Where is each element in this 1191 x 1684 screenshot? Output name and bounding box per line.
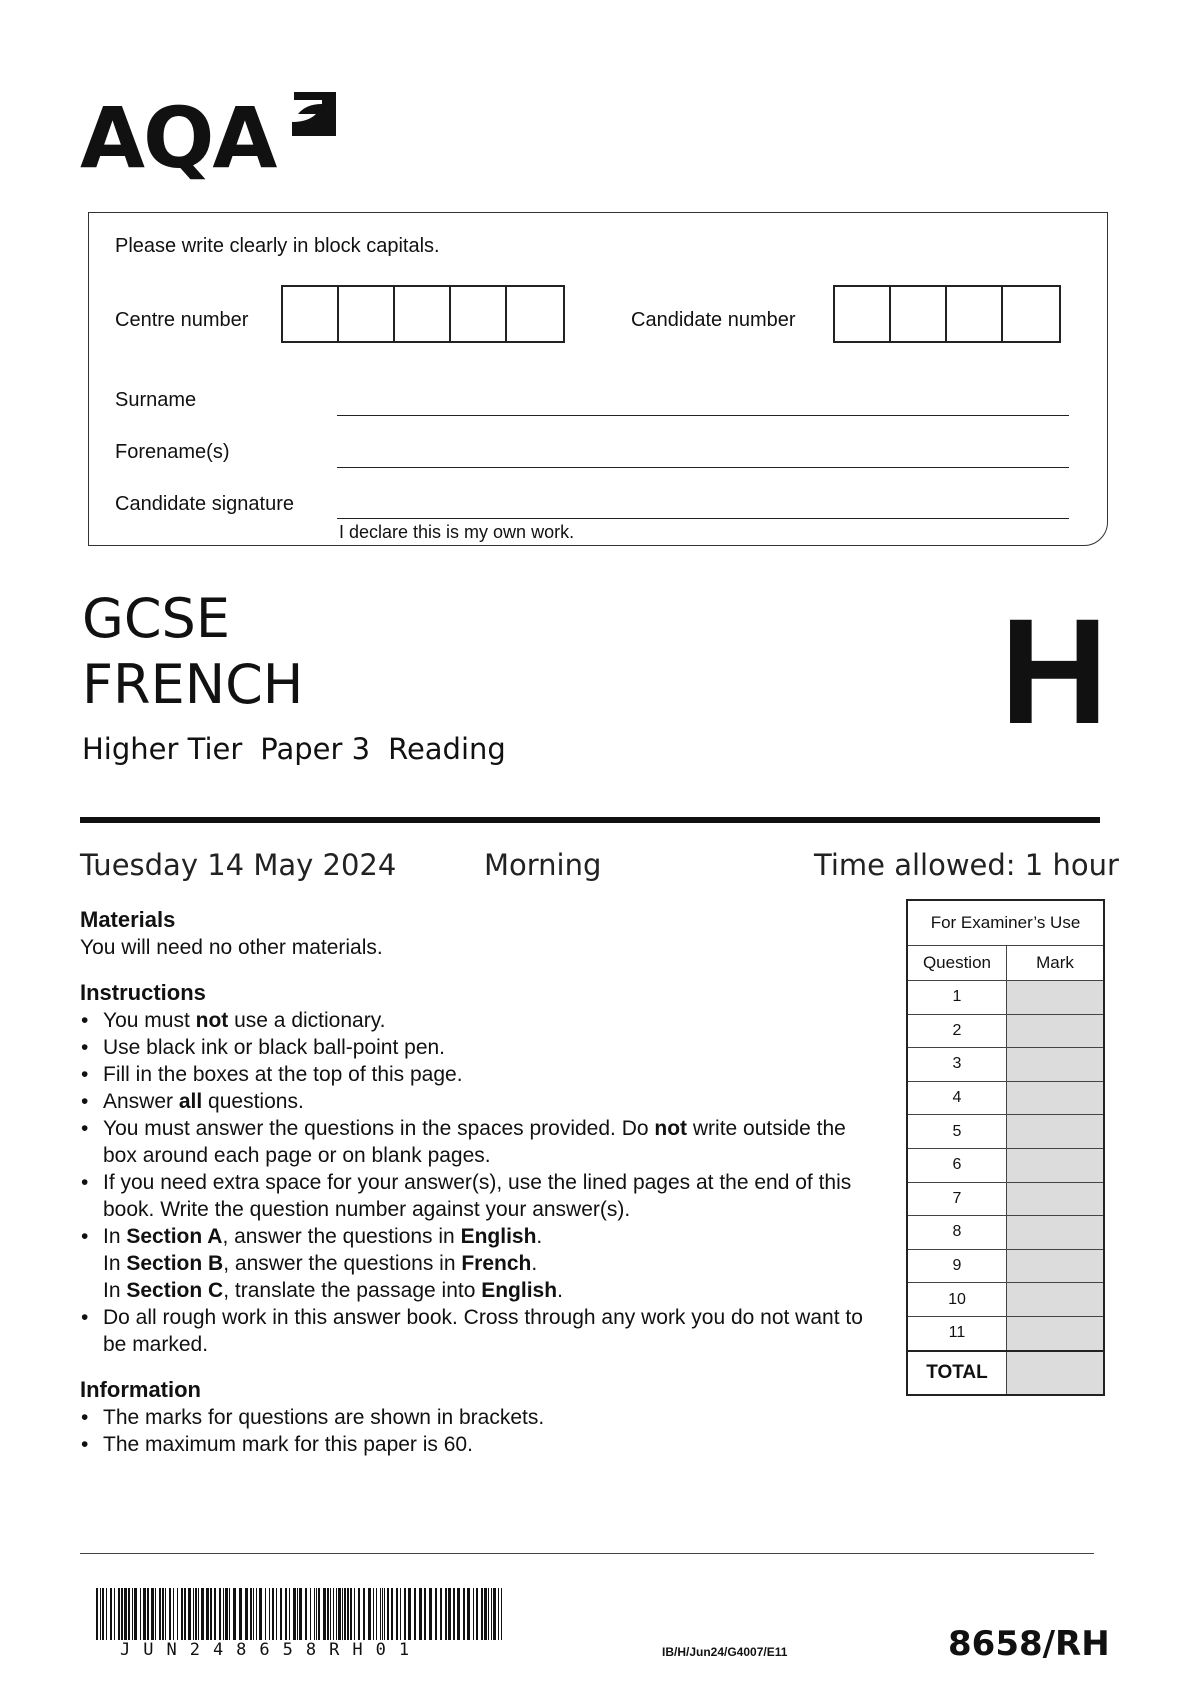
barcode-bar xyxy=(440,1588,442,1640)
declaration-text: I declare this is my own work. xyxy=(339,522,575,542)
information-heading: Information xyxy=(80,1377,201,1402)
total-row xyxy=(907,1351,1104,1395)
barcode-bar xyxy=(387,1588,389,1640)
barcode-bar xyxy=(344,1588,346,1640)
barcode-bar xyxy=(214,1588,216,1640)
tier-text: Higher Tier xyxy=(82,732,243,766)
paper-description xyxy=(82,732,524,766)
mark-cell xyxy=(1006,1249,1104,1283)
aqa-leaf-icon xyxy=(286,92,336,142)
centre-digit-box[interactable] xyxy=(395,287,451,341)
table-row: 10 xyxy=(907,1283,1104,1317)
forename-line[interactable] xyxy=(337,467,1069,468)
title-divider xyxy=(80,817,1100,823)
barcode-bar xyxy=(128,1588,130,1640)
barcode-bar xyxy=(310,1588,311,1640)
candidate-number-boxes[interactable] xyxy=(833,285,1061,343)
candidate-digit-box[interactable] xyxy=(835,287,891,341)
list-item: • Answer all questions. xyxy=(103,1088,870,1115)
barcode-bar xyxy=(210,1588,212,1640)
barcode-bar xyxy=(336,1588,337,1640)
barcode-bar xyxy=(272,1588,274,1640)
total-mark-cell xyxy=(1006,1351,1104,1395)
mark-cell xyxy=(1006,1081,1104,1115)
mark-cell xyxy=(1006,1148,1104,1182)
barcode-bar xyxy=(314,1588,315,1640)
list-item: • If you need extra space for your answer(s), use the lined pages at the end of this book. Write the question number against your answer(s). xyxy=(103,1169,870,1223)
barcode-bar xyxy=(110,1588,112,1640)
barcode-bar xyxy=(159,1588,161,1640)
barcode-bar xyxy=(100,1588,101,1640)
qualification-title: GCSE xyxy=(82,587,230,650)
barcode-bar xyxy=(253,1588,254,1640)
instructions-list xyxy=(80,1007,870,1358)
barcode-bar xyxy=(493,1588,496,1640)
barcode-bar xyxy=(414,1588,416,1640)
barcode-bar xyxy=(299,1588,302,1640)
table-row: 4 xyxy=(907,1081,1104,1115)
block-capitals-instruction: Please write clearly in block capitals. xyxy=(115,235,440,257)
exam-session: Morning xyxy=(484,848,602,882)
mark-cell xyxy=(1006,1283,1104,1317)
barcode-bar xyxy=(498,1588,499,1640)
table-row: 8 xyxy=(907,1216,1104,1250)
barcode-bar xyxy=(289,1588,290,1640)
barcode-bar xyxy=(140,1588,141,1640)
centre-digit-box[interactable] xyxy=(339,287,395,341)
barcode-bar xyxy=(391,1588,393,1640)
barcode-bar xyxy=(193,1588,194,1640)
list-item: • The marks for questions are shown in brackets. xyxy=(103,1404,870,1431)
forename-label: Forename(s) xyxy=(115,441,230,463)
barcode-bar xyxy=(491,1588,492,1640)
barcode-text: JUN248658RH01 xyxy=(120,1640,423,1660)
mark-cell xyxy=(1006,1115,1104,1149)
table-row: 11 xyxy=(907,1316,1104,1350)
barcode-bar xyxy=(419,1588,422,1640)
table-row: 5 xyxy=(907,1115,1104,1149)
barcode-bar xyxy=(373,1588,374,1640)
centre-digit-box[interactable] xyxy=(283,287,339,341)
table-row: 7 xyxy=(907,1182,1104,1216)
barcode-bar xyxy=(473,1588,474,1640)
barcode-icon xyxy=(96,1588,506,1640)
list-item: • You must not use a dictionary. xyxy=(103,1007,870,1034)
centre-digit-box[interactable] xyxy=(451,287,507,341)
table-row: 9 xyxy=(907,1249,1104,1283)
candidate-digit-box[interactable] xyxy=(1003,287,1059,341)
barcode-bar xyxy=(448,1588,451,1640)
footer-divider xyxy=(80,1553,1094,1554)
barcode-bar xyxy=(330,1588,331,1640)
centre-digit-box[interactable] xyxy=(507,287,563,341)
barcode-bar xyxy=(368,1588,371,1640)
barcode-bar xyxy=(384,1588,385,1640)
paper-code: 8658/RH xyxy=(948,1624,1110,1664)
list-item: • Fill in the boxes at the top of this page. xyxy=(103,1061,870,1088)
list-item: • In Section A, answer the questions in English. In Section B, answer the questions in French. In Section C, translate the passage into English. xyxy=(103,1223,870,1304)
barcode-bar xyxy=(181,1588,183,1640)
table-row: 3 xyxy=(907,1048,1104,1082)
signature-line[interactable] xyxy=(337,518,1069,519)
barcode-bar xyxy=(219,1588,221,1640)
barcode-bar xyxy=(323,1588,326,1640)
barcode-bar xyxy=(297,1588,298,1640)
barcode-bar xyxy=(318,1588,320,1640)
barcode-bar xyxy=(245,1588,248,1640)
barcode-bar xyxy=(424,1588,426,1640)
centre-number-boxes[interactable] xyxy=(281,285,565,343)
barcode-bar xyxy=(463,1588,465,1640)
candidate-digit-box[interactable] xyxy=(947,287,1003,341)
job-reference: IB/H/Jun24/G4007/E11 xyxy=(662,1645,788,1659)
barcode-bar xyxy=(484,1588,487,1640)
signature-label: Candidate signature xyxy=(115,493,295,515)
examiners-use-heading: For Examiner’s Use xyxy=(907,900,1104,946)
barcode-bar xyxy=(400,1588,401,1640)
barcode-bar xyxy=(265,1588,266,1640)
barcode-bar xyxy=(293,1588,296,1640)
barcode-bar xyxy=(376,1588,377,1640)
barcode-bar xyxy=(445,1588,447,1640)
tier-letter: H xyxy=(1000,587,1109,755)
barcode-bar xyxy=(225,1588,228,1640)
barcode-bar xyxy=(106,1588,107,1640)
barcode-bar xyxy=(206,1588,209,1640)
barcode-bar xyxy=(333,1588,334,1640)
barcode-bar xyxy=(143,1588,146,1640)
barcode-bar xyxy=(481,1588,483,1640)
barcode-bar xyxy=(285,1588,287,1640)
barcode-bar xyxy=(396,1588,398,1640)
barcode-bar xyxy=(342,1588,343,1640)
barcode-bar xyxy=(121,1588,123,1640)
barcode-bar xyxy=(488,1588,489,1640)
barcode-bar xyxy=(501,1588,502,1640)
list-item: • Do all rough work in this answer book. Cross through any work you do not want to be marked. xyxy=(103,1304,870,1358)
barcode-bar xyxy=(280,1588,282,1640)
centre-number-label: Centre number xyxy=(115,309,249,331)
barcode-bar xyxy=(467,1588,470,1640)
barcode-bar xyxy=(132,1588,133,1640)
barcode-bar xyxy=(380,1588,381,1640)
instructions-panel xyxy=(80,906,870,1458)
barcode-bar xyxy=(96,1588,98,1640)
barcode-bar xyxy=(269,1588,270,1640)
barcode-bar xyxy=(363,1588,365,1640)
subject-title: FRENCH xyxy=(82,653,304,716)
list-item: • Use black ink or black ball-point pen. xyxy=(103,1034,870,1061)
barcode-bar xyxy=(118,1588,120,1640)
barcode-bar xyxy=(305,1588,307,1640)
barcode-bar xyxy=(184,1588,186,1640)
examiners-use-table xyxy=(906,899,1105,1396)
mark-cell xyxy=(1006,1182,1104,1216)
barcode-bar xyxy=(134,1588,137,1640)
component-text: Reading xyxy=(388,732,506,766)
barcode-bar xyxy=(316,1588,317,1640)
barcode-bar xyxy=(327,1588,329,1640)
table-row: 6 xyxy=(907,1148,1104,1182)
surname-label: Surname xyxy=(115,389,197,411)
aqa-logo xyxy=(80,89,340,187)
barcode-bar xyxy=(404,1588,406,1640)
barcode-bar xyxy=(354,1588,355,1640)
candidate-details-box xyxy=(88,212,1108,546)
candidate-number-label: Candidate number xyxy=(631,309,796,331)
barcode-bar xyxy=(476,1588,478,1640)
barcode-bar xyxy=(198,1588,199,1640)
barcode-bar xyxy=(155,1588,156,1640)
mark-cell xyxy=(1006,1014,1104,1048)
barcode-bar xyxy=(250,1588,252,1640)
exam-date: Tuesday 14 May 2024 xyxy=(80,848,397,882)
mark-cell xyxy=(1006,1316,1104,1350)
barcode-bar xyxy=(114,1588,115,1640)
table-row: 2 xyxy=(907,1014,1104,1048)
barcode-bar xyxy=(223,1588,224,1640)
barcode-bar xyxy=(256,1588,257,1640)
barcode-bar xyxy=(435,1588,437,1640)
barcode-bar xyxy=(233,1588,236,1640)
table-row: 1 xyxy=(907,981,1104,1015)
candidate-digit-box[interactable] xyxy=(891,287,947,341)
barcode-bar xyxy=(453,1588,455,1640)
list-item: • You must answer the questions in the spaces provided. Do not write outside the box around each page or on blank pages. xyxy=(103,1115,870,1169)
barcode-bar xyxy=(147,1588,149,1640)
barcode-bar xyxy=(382,1588,383,1640)
barcode-bar xyxy=(173,1588,174,1640)
barcode-bar xyxy=(347,1588,349,1640)
information-list xyxy=(80,1404,870,1458)
mark-column-header: Mark xyxy=(1006,946,1104,981)
barcode-bar xyxy=(169,1588,171,1640)
barcode-bar xyxy=(151,1588,154,1640)
barcode-bar xyxy=(102,1588,104,1640)
paper-text: Paper 3 xyxy=(260,732,371,766)
barcode-bar xyxy=(338,1588,341,1640)
materials-text: You will need no other materials. xyxy=(80,936,383,959)
barcode-bar xyxy=(350,1588,352,1640)
barcode-bar xyxy=(188,1588,191,1640)
question-column-header: Question xyxy=(907,946,1006,981)
barcode-bar xyxy=(165,1588,166,1640)
barcode-bar xyxy=(408,1588,411,1640)
barcode-bar xyxy=(358,1588,360,1640)
mark-cell xyxy=(1006,981,1104,1015)
barcode-bar xyxy=(457,1588,460,1640)
barcode-bar xyxy=(201,1588,204,1640)
barcode-bar xyxy=(239,1588,242,1640)
surname-line[interactable] xyxy=(337,415,1069,416)
barcode-bar xyxy=(429,1588,432,1640)
barcode-bar xyxy=(162,1588,164,1640)
instructions-heading: Instructions xyxy=(80,980,206,1005)
time-allowed: Time allowed: 1 hour xyxy=(814,848,1119,882)
barcode-bar xyxy=(229,1588,230,1640)
barcode-bar xyxy=(177,1588,178,1640)
materials-heading: Materials xyxy=(80,907,176,932)
barcode-bar xyxy=(195,1588,197,1640)
list-item: • The maximum mark for this paper is 60. xyxy=(103,1431,870,1458)
barcode-bar xyxy=(276,1588,277,1640)
total-label: TOTAL xyxy=(907,1351,1006,1395)
mark-cell xyxy=(1006,1216,1104,1250)
mark-cell xyxy=(1006,1048,1104,1082)
logo-text: AQA xyxy=(80,89,276,187)
barcode-bar xyxy=(124,1588,127,1640)
barcode-bar xyxy=(259,1588,262,1640)
